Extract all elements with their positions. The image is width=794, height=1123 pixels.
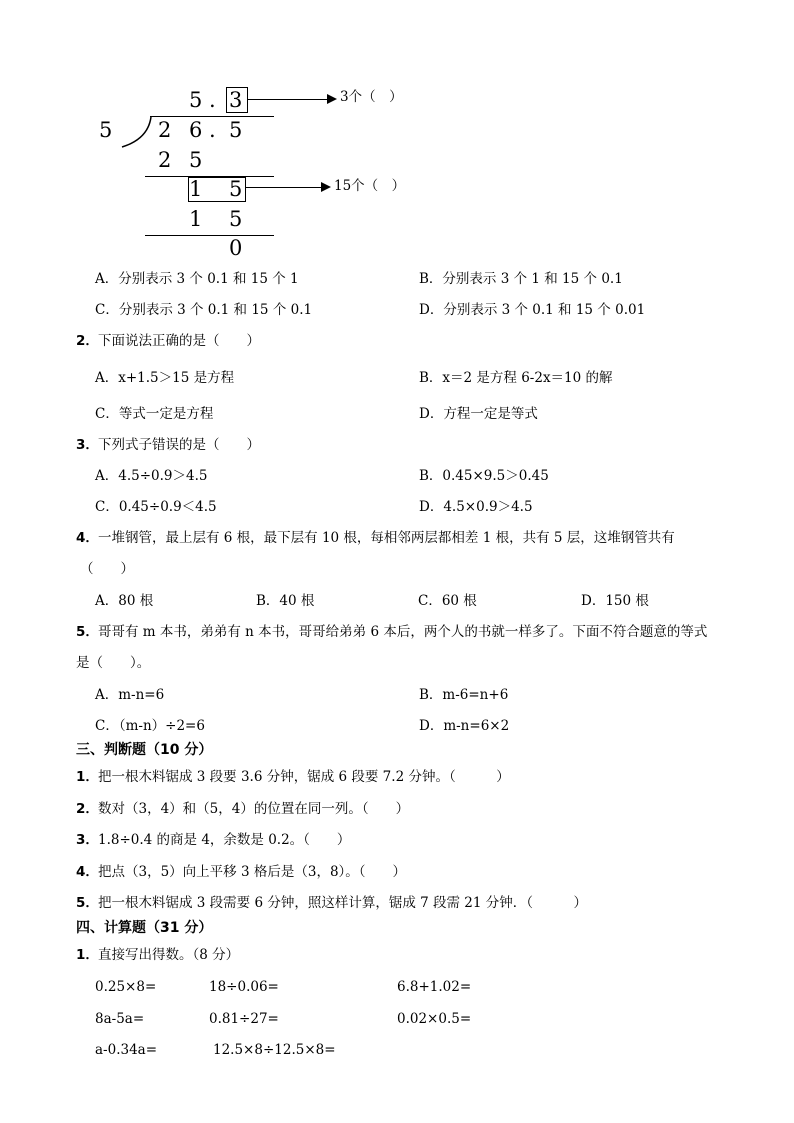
q5-option-a: A．m-n=6 xyxy=(95,687,165,703)
q5-option-c: C．（m-n）÷2=6 xyxy=(95,718,205,734)
remainder-digit: 5 xyxy=(229,177,243,201)
question-number: 5． xyxy=(76,624,99,640)
quotient-point: . xyxy=(209,88,216,112)
question-stem: 直接写出得数。（8 分） xyxy=(98,947,240,963)
q1-option-b: B．分别表示 3 个 1 和 15 个 0.1 xyxy=(419,271,623,287)
arrow-label: 15个（ ） xyxy=(334,178,406,194)
dividend-digit: 6 xyxy=(189,118,203,142)
step-digit: 2 xyxy=(158,148,172,172)
division-line xyxy=(145,235,274,236)
arrow-head-icon xyxy=(327,94,337,104)
question-number: 4． xyxy=(76,530,99,546)
q5-option-b: B．m-6=n+6 xyxy=(419,687,509,703)
arrow-line xyxy=(247,99,331,100)
q3-option-b: B．0.45×9.5＞0.45 xyxy=(419,468,549,484)
question-stem: 下面说法正确的是（ ） xyxy=(98,333,260,349)
judgment-item: 数对（3，4）和（5，4）的位置在同一列。（ ） xyxy=(98,801,410,817)
question-stem: 一堆钢管，最上层有 6 根，最下层有 10 根，每相邻两层都相差 1 根，共有 5 层，这堆钢管共有 xyxy=(98,530,675,546)
calc-item: 8a-5a= xyxy=(95,1011,145,1027)
section-title: 三、判断题（10 分） xyxy=(76,742,213,758)
question-number: 3． xyxy=(76,437,99,453)
question-stem-continued: 是（ ）。 xyxy=(76,655,151,671)
calc-item: 0.02×0.5= xyxy=(397,1011,472,1027)
question-number: 3． xyxy=(76,832,99,848)
q2-option-c: C．等式一定是方程 xyxy=(95,406,214,422)
question-number: 2． xyxy=(76,801,99,817)
q4-option-b: B．40 根 xyxy=(256,593,315,609)
judgment-item: 1.8÷0.4 的商是 4，余数是 0.2。（ ） xyxy=(98,832,351,848)
question-number: 1． xyxy=(76,947,99,963)
dividend-digit: 2 xyxy=(158,118,172,142)
q5-option-d: D．m-n=6×2 xyxy=(419,718,510,734)
calc-item: a-0.34a= xyxy=(95,1042,158,1058)
division-bracket xyxy=(118,115,154,149)
remainder-digit: 1 xyxy=(189,177,203,201)
dividend-point: . xyxy=(209,118,216,142)
divisor: 5 xyxy=(99,118,113,142)
arrow-label: 3个（ ） xyxy=(340,89,403,105)
arrow-line xyxy=(245,187,325,188)
q1-option-c: C．分别表示 3 个 0.1 和 15 个 0.1 xyxy=(95,302,313,318)
q1-option-a: A．分别表示 3 个 0.1 和 15 个 1 xyxy=(95,271,299,287)
q2-option-b: B．x＝2 是方程 6-2x＝10 的解 xyxy=(419,370,613,386)
arrow-head-icon xyxy=(321,182,331,192)
question-number: 4． xyxy=(76,864,99,880)
step-digit: 1 xyxy=(189,207,203,231)
calc-item: 18÷0.06= xyxy=(209,979,279,995)
question-number: 5． xyxy=(76,895,99,911)
calc-item: 6.8+1.02= xyxy=(397,979,472,995)
section-title: 四、计算题（31 分） xyxy=(76,920,213,936)
step-digit: 5 xyxy=(189,148,203,172)
q4-option-c: C．60 根 xyxy=(418,593,477,609)
q3-option-c: C．0.45÷0.9＜4.5 xyxy=(95,499,217,515)
q3-option-a: A．4.5÷0.9＞4.5 xyxy=(95,468,208,484)
step-digit: 5 xyxy=(229,207,243,231)
q2-option-a: A．x+1.5＞15 是方程 xyxy=(95,370,235,386)
judgment-item: 把一根木料锯成 3 段要 3.6 分钟，锯成 6 段要 7.2 分钟。（ ） xyxy=(98,769,510,785)
final-remainder: 0 xyxy=(229,236,243,260)
question-stem: 哥哥有 m 本书，弟弟有 n 本书，哥哥给弟弟 6 本后，两个人的书就一样多了。下面不符合题意的等式 xyxy=(98,624,708,640)
question-number: 1． xyxy=(76,769,99,785)
question-stem-continued: （ ） xyxy=(80,561,134,577)
q1-option-d: D．分别表示 3 个 0.1 和 15 个 0.01 xyxy=(419,302,646,318)
division-top-line xyxy=(150,116,274,117)
q3-option-d: D．4.5×0.9＞4.5 xyxy=(419,499,533,515)
q4-option-a: A．80 根 xyxy=(95,593,154,609)
quotient-digit: 3 xyxy=(229,88,243,112)
q2-option-d: D．方程一定是等式 xyxy=(419,406,538,422)
quotient-digit: 5 xyxy=(189,88,203,112)
question-number: 2． xyxy=(76,333,99,349)
judgment-item: 把一根木料锯成 3 段需要 6 分钟，照这样计算，锯成 7 段需 21 分钟．（ ） xyxy=(98,895,588,911)
question-stem: 下列式子错误的是（ ） xyxy=(98,437,260,453)
calc-item: 0.81÷27= xyxy=(209,1011,279,1027)
q4-option-d: D．150 根 xyxy=(581,593,649,609)
dividend-digit: 5 xyxy=(229,118,243,142)
judgment-item: 把点（3，5）向上平移 3 格后是（3，8）。（ ） xyxy=(98,864,407,880)
calc-item: 12.5×8÷12.5×8= xyxy=(213,1042,336,1058)
calc-item: 0.25×8= xyxy=(95,979,157,995)
